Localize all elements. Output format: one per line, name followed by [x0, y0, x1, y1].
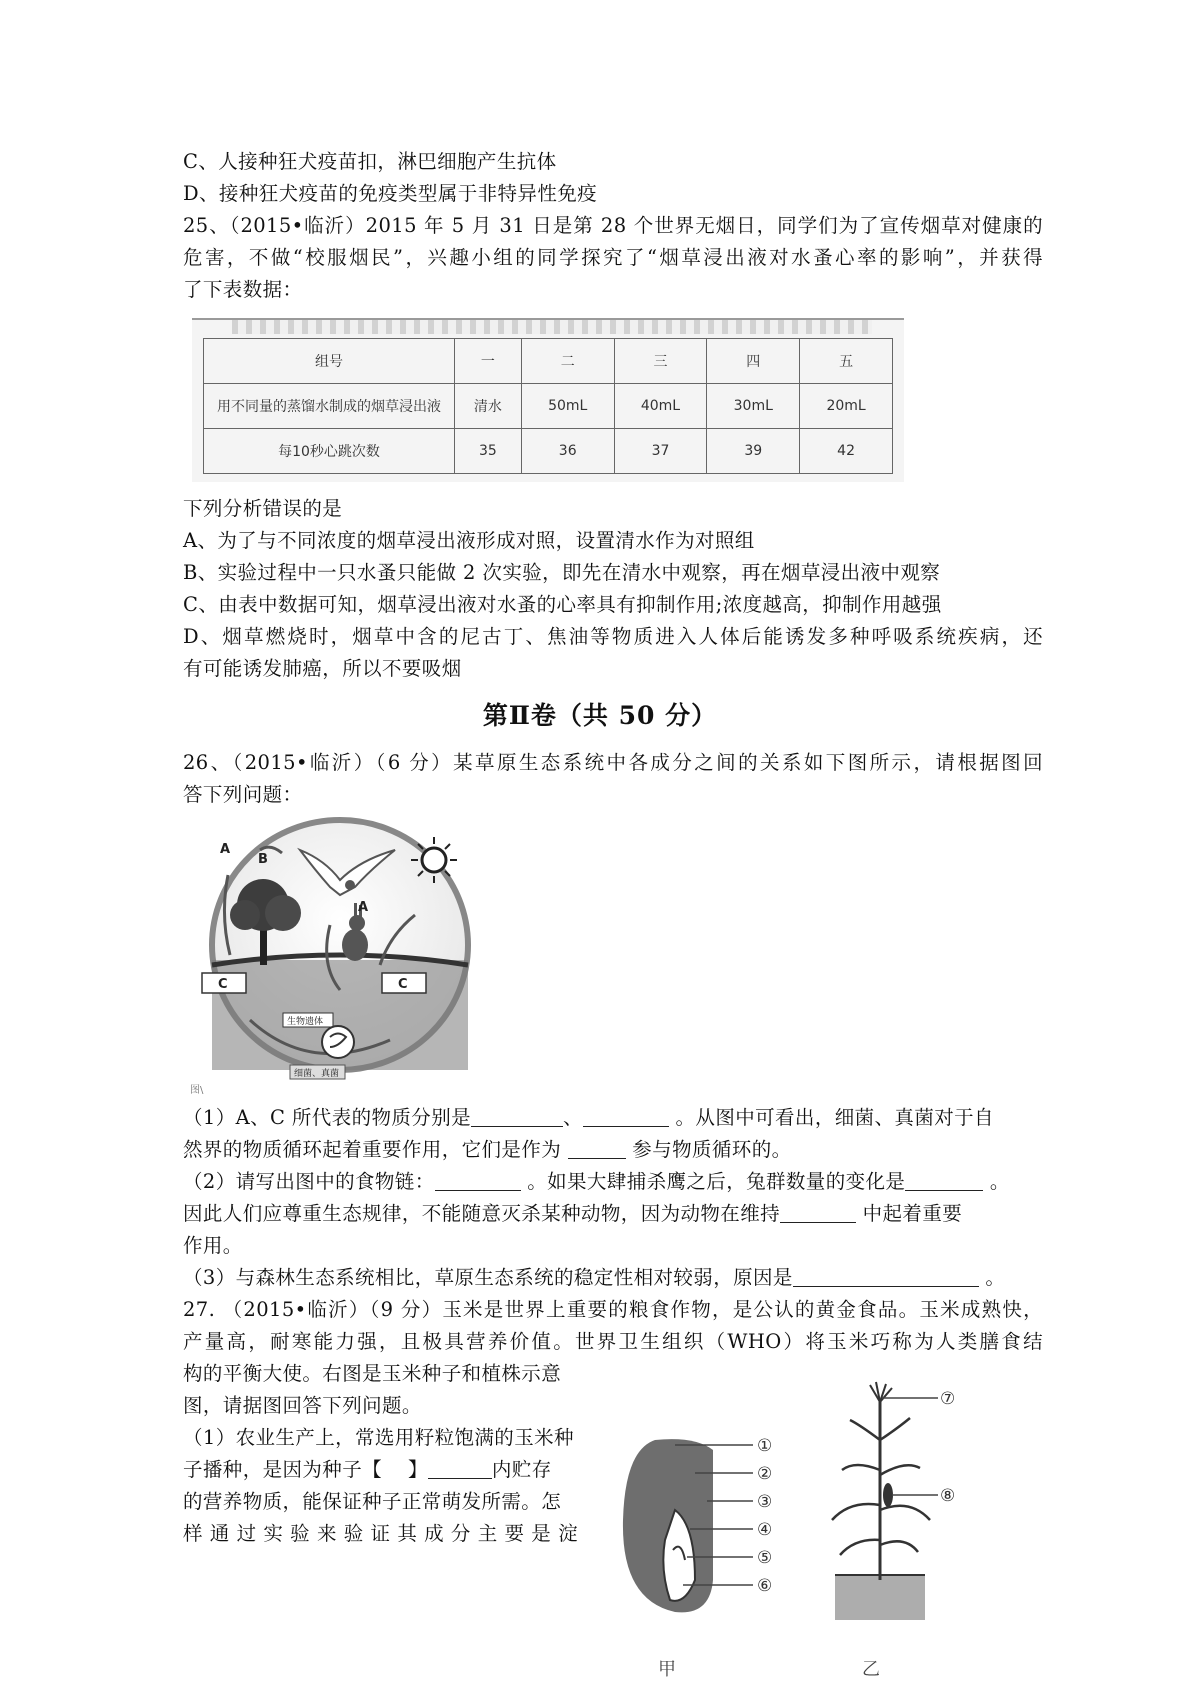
q27-line-6-text-c: 内贮存	[491, 1458, 552, 1481]
table-cell: 37	[614, 429, 707, 474]
q26-part-2-line-1	[183, 1166, 1043, 1197]
q27-line-4: 图，请据图回答下列问题。	[183, 1394, 422, 1417]
label-c-1: C	[218, 977, 228, 992]
table-cell: 三	[614, 339, 707, 384]
q25-line-1: 25、（2015•临沂）2015 年 5 月 31 日是第 28 个世界无烟日，同学们为了宣传烟草对健康的	[183, 214, 1043, 237]
q26-part-2-line-2	[183, 1198, 1043, 1229]
answer-blank[interactable]	[583, 1104, 669, 1127]
q26-part-3-text-a: （3）与森林生态系统相比，草原生态系统的稳定性相对较弱，原因是	[183, 1266, 793, 1289]
table-cell: 42	[800, 429, 893, 474]
q26-part-1-text-c: 。从图中可看出，细菌、真菌对于自	[668, 1106, 994, 1129]
q25-option-d-1: D、烟草燃烧时，烟草中含的尼古丁、焦油等物质进入人体后能诱发多种呼吸系统疾病，还	[183, 625, 1043, 648]
q25-option-d-2: 有可能诱发肺癌，所以不要吸烟	[183, 657, 462, 680]
answer-blank[interactable]	[435, 1168, 521, 1191]
q26-line-1: 26、（2015•临沂）（6 分）某草原生态系统中各成分之间的关系如下图所示，请根据图回	[183, 751, 1043, 774]
label-a-1: A	[220, 842, 231, 857]
table-cell: 用不同量的蒸馏水制成的烟草浸出液	[204, 384, 455, 429]
q26-line-2: 答下列问题：	[183, 783, 303, 806]
q26-part-2-text-d: 因此人们应尊重生态规律，不能随意灭杀某种动物，因为动物在维持	[183, 1202, 781, 1225]
q26-part-3-text-b: 。	[978, 1266, 1006, 1289]
table-top-strip	[232, 320, 872, 334]
q27-line-1: 27. （2015•临沂）（9 分）玉米是世界上重要的粮食作物，是公认的黄金食品。玉米成熟快，	[183, 1298, 1043, 1321]
caption-jia: 甲	[658, 1659, 676, 1680]
table-cell: 一	[455, 339, 522, 384]
q26-part-2-text-a: （2）请写出图中的食物链：	[183, 1170, 435, 1193]
q27-line-6-text-a: 子播种，是因为种子【	[183, 1458, 383, 1481]
q26-part-1-text-e: 参与物质循环的。	[625, 1138, 792, 1161]
answer-blank[interactable]	[568, 1136, 626, 1159]
q25-option-a: A、为了与不同浓度的烟草浸出液形成对照，设置清水作为对照组	[183, 529, 755, 552]
q25-line-3: 了下表数据：	[183, 278, 303, 301]
table-row	[204, 384, 893, 429]
caption-yi: 乙	[862, 1659, 880, 1680]
q26-part-1-text-a: （1）A、C 所代表的物质分别是	[183, 1106, 472, 1129]
corn-seed-diagram	[615, 1430, 795, 1640]
q26-part-1-line-2	[183, 1134, 1043, 1165]
section-title: 第Ⅱ卷（共 50 分）	[482, 701, 718, 730]
seed-label: ①	[757, 1436, 773, 1456]
label-a-2: A	[358, 900, 369, 915]
answer-blank[interactable]	[793, 1264, 979, 1287]
answer-blank[interactable]	[905, 1168, 983, 1191]
table-cell: 40mL	[614, 384, 707, 429]
q27-line-6-text-b: 】	[408, 1458, 428, 1481]
q26-part-2-text-b: 。如果大肆捕杀鹰之后，兔群数量的变化是	[520, 1170, 906, 1193]
table-cell: 每10秒心跳次数	[204, 429, 455, 474]
q26-part-2-text-c: 。	[983, 1170, 1010, 1193]
q25-option-b: B、实验过程中一只水蚤只能做 2 次实验，即先在清水中观察，再在烟草浸出液中观察	[183, 561, 941, 584]
table-row	[204, 339, 893, 384]
label-remains: 生物遗体	[287, 1017, 324, 1027]
table-cell: 清水	[455, 384, 522, 429]
table-cell: 36	[521, 429, 614, 474]
q27-line-2: 产量高，耐寒能力强，且极具营养价值。世界卫生组织（WHO）将玉米巧称为人类膳食结	[183, 1330, 1043, 1353]
seed-label: ③	[757, 1492, 773, 1512]
seed-label: ②	[757, 1464, 773, 1484]
tassel-icon	[870, 1382, 892, 1402]
option-c-q24: C、人接种狂犬疫苗扣，淋巴细胞产生抗体	[183, 150, 557, 173]
q27-line-7: 的营养物质，能保证种子正常萌发所需。怎	[183, 1490, 562, 1513]
seed-label: ⑥	[757, 1576, 773, 1596]
table-cell: 四	[707, 339, 800, 384]
q27-line-5: （1）农业生产上，常选用籽粒饱满的玉米种	[183, 1426, 574, 1449]
microbe-icon	[322, 1026, 354, 1058]
soil	[835, 1575, 925, 1620]
table-cell: 50mL	[521, 384, 614, 429]
label-decomposers: 细菌、真菌	[294, 1069, 340, 1079]
q26-part-1-line-1	[183, 1102, 1043, 1133]
answer-blank[interactable]	[780, 1200, 856, 1223]
answer-blank[interactable]	[471, 1104, 563, 1127]
table-cell: 五	[800, 339, 893, 384]
ear-icon	[883, 1483, 893, 1507]
table-cell: 39	[707, 429, 800, 474]
q26-part-3	[183, 1262, 1043, 1293]
corn-plant-diagram	[820, 1380, 970, 1630]
heart-rate-table	[203, 338, 893, 474]
answer-blank[interactable]	[428, 1456, 492, 1479]
seed-label: ⑤	[757, 1548, 773, 1568]
plant-label: ⑧	[940, 1486, 956, 1506]
q27-line-3: 构的平衡大使。右图是玉米种子和植株示意	[183, 1362, 562, 1385]
table-cell: 组号	[204, 339, 455, 384]
ecosystem-diagram	[190, 815, 480, 1095]
q26-part-2-line-3: 作用。	[183, 1234, 243, 1257]
q26-part-1-text-d: 然界的物质循环起着重要作用，它们是作为	[183, 1138, 568, 1161]
plant-label: ⑦	[940, 1389, 956, 1409]
table-cell: 30mL	[707, 384, 800, 429]
table-cell: 二	[521, 339, 614, 384]
table-cell: 20mL	[800, 384, 893, 429]
table-cell: 35	[455, 429, 522, 474]
table-row	[204, 429, 893, 474]
q25-prompt: 下列分析错误的是	[183, 497, 343, 520]
label-c-2: C	[398, 977, 408, 992]
figure-corner-mark: 图\	[190, 1085, 204, 1095]
q27-line-6	[183, 1454, 603, 1485]
option-d-q24: D、接种狂犬疫苗的免疫类型属于非特异性免疫	[183, 182, 598, 205]
q26-part-2-text-e: 中起着重要	[856, 1202, 963, 1225]
q27-line-8: 样通过实验来验证其成分主要是淀	[183, 1522, 578, 1545]
q26-part-1-sep: 、	[563, 1106, 583, 1129]
seed-label: ④	[757, 1520, 773, 1540]
q25-line-2: 危害，不做“校服烟民”，兴趣小组的同学探究了“烟草浸出液对水蚤心率的影响”，并获得	[183, 246, 1043, 269]
q25-option-c: C、由表中数据可知，烟草浸出液对水蚤的心率具有抑制作用;浓度越高，抑制作用越强	[183, 593, 942, 616]
label-b: B	[258, 852, 268, 867]
heart-rate-table-image	[192, 318, 904, 482]
